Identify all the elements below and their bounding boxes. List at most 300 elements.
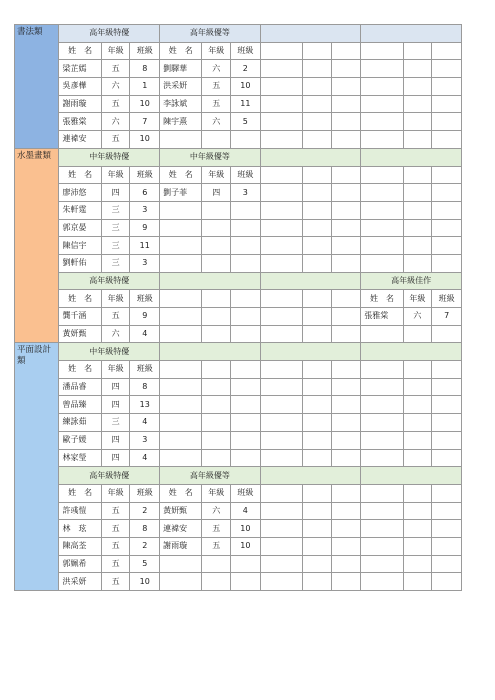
student-class: 4 [130,325,160,343]
group-title [260,148,361,166]
empty-cell [403,237,432,255]
student-grade: 三 [101,219,130,237]
empty-cell [303,290,332,308]
empty-cell [331,378,361,396]
student-grade: 五 [101,308,130,326]
student-class: 10 [231,537,261,555]
table-row [15,431,462,449]
student-name: 黃妍甄 [59,325,101,343]
empty-cell [361,237,403,255]
student-name: 郭姵希 [59,555,101,573]
student-grade: 六 [202,60,231,78]
empty-cell [303,254,332,272]
column-header-grade: 年級 [101,361,130,379]
group-title: 中年級優等 [160,148,261,166]
empty-cell [303,308,332,326]
empty-cell [432,484,462,502]
empty-cell [361,113,403,131]
group-title: 高年級特優 [59,25,160,43]
empty-cell [202,414,231,432]
student-class: 13 [130,396,160,414]
student-grade: 六 [403,308,432,326]
empty-cell [331,431,361,449]
column-header-name: 姓 名 [59,42,101,60]
empty-cell [331,325,361,343]
empty-cell [361,325,403,343]
empty-cell [331,308,361,326]
empty-cell [303,60,332,78]
column-header-grade: 年級 [101,166,130,184]
category-cell: 書法類 [15,25,59,149]
student-grade: 四 [101,184,130,202]
group-title: 中年級特優 [59,148,160,166]
column-header-row [15,361,462,379]
empty-cell [303,573,332,591]
empty-cell [403,201,432,219]
empty-cell [432,201,462,219]
empty-cell [361,520,403,538]
empty-cell [260,361,302,379]
empty-cell [202,254,231,272]
column-header-klass: 班級 [231,166,261,184]
column-header-klass: 班級 [130,484,160,502]
student-class: 10 [231,520,261,538]
category-cell: 平面設計類 [15,343,59,591]
student-class: 9 [130,219,160,237]
empty-cell [403,555,432,573]
empty-cell [403,95,432,113]
empty-cell [403,166,432,184]
empty-cell [202,431,231,449]
student-name: 劉子菲 [160,184,202,202]
empty-cell [432,166,462,184]
empty-cell [361,396,403,414]
empty-cell [403,60,432,78]
column-header-name: 姓 名 [361,290,403,308]
empty-cell [361,449,403,467]
empty-cell [260,484,302,502]
table-row [15,184,462,202]
column-header-klass: 班級 [231,42,261,60]
empty-cell [432,60,462,78]
empty-cell [361,95,403,113]
empty-cell [303,431,332,449]
student-class: 3 [130,201,160,219]
group-title [260,25,361,43]
student-grade: 四 [101,396,130,414]
empty-cell [260,396,302,414]
group-title [160,272,261,290]
column-header-name: 姓 名 [59,484,101,502]
column-header-grade: 年級 [202,484,231,502]
student-class: 4 [130,449,160,467]
empty-cell [331,237,361,255]
empty-cell [231,431,261,449]
empty-cell [202,449,231,467]
student-class: 10 [130,131,160,149]
empty-cell [403,378,432,396]
group-title [361,467,462,485]
empty-cell [361,555,403,573]
empty-cell [202,131,231,149]
empty-cell [432,502,462,520]
table-row [15,308,462,326]
column-header-klass: 班級 [432,290,462,308]
student-class: 5 [130,555,160,573]
student-grade: 五 [101,95,130,113]
empty-cell [403,431,432,449]
empty-cell [361,414,403,432]
student-name: 謝雨璇 [160,537,202,555]
student-class: 8 [130,378,160,396]
empty-cell [331,184,361,202]
empty-cell [202,573,231,591]
student-grade: 五 [101,537,130,555]
student-grade: 五 [202,78,231,96]
column-header-grade: 年級 [101,42,130,60]
group-title [260,272,361,290]
column-header-name: 姓 名 [160,484,202,502]
student-class: 1 [130,78,160,96]
column-header-grade: 年級 [101,290,130,308]
empty-cell [303,325,332,343]
empty-cell [331,290,361,308]
empty-cell [303,219,332,237]
empty-cell [260,290,302,308]
group-title [160,343,261,361]
empty-cell [303,95,332,113]
student-class: 2 [130,537,160,555]
empty-cell [361,78,403,96]
table-row [15,113,462,131]
empty-cell [303,378,332,396]
student-name: 陳高荃 [59,537,101,555]
empty-cell [331,95,361,113]
student-name: 潘品睿 [59,378,101,396]
empty-cell [160,290,202,308]
column-header-klass: 班級 [130,42,160,60]
empty-cell [303,449,332,467]
empty-cell [432,42,462,60]
empty-cell [260,60,302,78]
column-header-grade: 年級 [403,290,432,308]
empty-cell [160,131,202,149]
empty-cell [331,396,361,414]
table-row [15,95,462,113]
empty-cell [231,308,261,326]
empty-cell [432,378,462,396]
column-header-klass: 班級 [130,361,160,379]
empty-cell [432,449,462,467]
empty-cell [361,166,403,184]
empty-cell [303,555,332,573]
student-class: 3 [130,254,160,272]
column-header-klass: 班級 [130,290,160,308]
student-class: 7 [130,113,160,131]
empty-cell [260,537,302,555]
empty-cell [260,254,302,272]
empty-cell [361,184,403,202]
column-header-row [15,166,462,184]
student-name: 張雅棠 [361,308,403,326]
empty-cell [361,60,403,78]
empty-cell [202,237,231,255]
group-title: 中年級特優 [59,343,160,361]
group-header-row [15,25,462,43]
empty-cell [361,201,403,219]
empty-cell [432,95,462,113]
group-title [361,148,462,166]
table-row [15,520,462,538]
student-name: 謝雨璇 [59,95,101,113]
empty-cell [331,484,361,502]
table-row [15,573,462,591]
empty-cell [260,166,302,184]
empty-cell [331,573,361,591]
student-name: 許彧愷 [59,502,101,520]
group-header-row [15,467,462,485]
empty-cell [403,131,432,149]
column-header-name: 姓 名 [59,361,101,379]
empty-cell [403,254,432,272]
empty-cell [260,325,302,343]
group-title: 高年級特優 [59,272,160,290]
student-name: 李詠斌 [160,95,202,113]
student-grade: 五 [101,131,130,149]
empty-cell [160,201,202,219]
column-header-row [15,290,462,308]
empty-cell [160,308,202,326]
student-grade: 五 [202,520,231,538]
student-class: 11 [130,237,160,255]
student-name: 連褘安 [160,520,202,538]
empty-cell [403,484,432,502]
student-class: 2 [231,60,261,78]
empty-cell [331,219,361,237]
empty-cell [260,113,302,131]
column-header-grade: 年級 [101,484,130,502]
student-name: 張雅棠 [59,113,101,131]
empty-cell [231,254,261,272]
empty-cell [432,131,462,149]
student-name: 梁芷嫣 [59,60,101,78]
student-class: 11 [231,95,261,113]
empty-cell [260,237,302,255]
empty-cell [403,573,432,591]
student-name: 朱軒霆 [59,201,101,219]
empty-cell [231,414,261,432]
student-grade: 三 [101,414,130,432]
empty-cell [403,42,432,60]
empty-cell [160,237,202,255]
empty-cell [331,42,361,60]
student-grade: 六 [101,113,130,131]
table-row [15,201,462,219]
empty-cell [331,201,361,219]
student-name: 林 玹 [59,520,101,538]
empty-cell [202,361,231,379]
empty-cell [331,131,361,149]
student-grade: 六 [101,325,130,343]
empty-cell [202,396,231,414]
student-grade: 五 [101,555,130,573]
group-title: 高年級佳作 [361,272,462,290]
empty-cell [432,325,462,343]
empty-cell [260,378,302,396]
empty-cell [403,219,432,237]
empty-cell [160,555,202,573]
empty-cell [260,520,302,538]
student-grade: 六 [202,113,231,131]
empty-cell [260,95,302,113]
group-header-row [15,343,462,361]
student-grade: 三 [101,237,130,255]
empty-cell [403,449,432,467]
student-grade: 五 [202,95,231,113]
student-class: 2 [130,502,160,520]
student-grade: 四 [101,449,130,467]
empty-cell [403,113,432,131]
student-name: 連褘安 [59,131,101,149]
empty-cell [432,396,462,414]
group-header-row [15,272,462,290]
empty-cell [202,290,231,308]
column-header-name: 姓 名 [59,290,101,308]
empty-cell [303,361,332,379]
empty-cell [303,414,332,432]
table-row [15,60,462,78]
empty-cell [361,219,403,237]
column-header-row [15,42,462,60]
empty-cell [260,449,302,467]
empty-cell [432,254,462,272]
student-grade: 三 [101,254,130,272]
empty-cell [403,78,432,96]
empty-cell [160,414,202,432]
empty-cell [331,414,361,432]
student-class: 5 [231,113,261,131]
empty-cell [260,431,302,449]
student-grade: 五 [202,537,231,555]
empty-cell [260,131,302,149]
student-name: 洪采妍 [59,573,101,591]
empty-cell [331,520,361,538]
empty-cell [403,520,432,538]
empty-cell [361,42,403,60]
student-name: 劉驛華 [160,60,202,78]
empty-cell [432,237,462,255]
empty-cell [303,78,332,96]
table-row [15,449,462,467]
student-name: 吳彥樺 [59,78,101,96]
empty-cell [361,361,403,379]
empty-cell [331,502,361,520]
student-class: 7 [432,308,462,326]
group-title: 高年級優等 [160,467,261,485]
empty-cell [403,325,432,343]
empty-cell [260,502,302,520]
empty-cell [202,555,231,573]
student-class: 8 [130,60,160,78]
empty-cell [331,555,361,573]
empty-cell [432,113,462,131]
empty-cell [303,201,332,219]
student-class: 3 [231,184,261,202]
empty-cell [260,414,302,432]
student-name: 龔千涵 [59,308,101,326]
table-row [15,378,462,396]
student-grade: 五 [101,573,130,591]
column-header-name: 姓 名 [160,166,202,184]
group-title [260,343,361,361]
empty-cell [361,537,403,555]
empty-cell [361,573,403,591]
column-header-name: 姓 名 [160,42,202,60]
empty-cell [361,378,403,396]
empty-cell [432,184,462,202]
group-title: 高年級優等 [160,25,261,43]
empty-cell [231,378,261,396]
empty-cell [160,378,202,396]
empty-cell [331,60,361,78]
table-row [15,414,462,432]
column-header-grade: 年級 [202,166,231,184]
empty-cell [160,325,202,343]
empty-cell [202,201,231,219]
empty-cell [432,555,462,573]
empty-cell [303,537,332,555]
empty-cell [303,42,332,60]
empty-cell [260,201,302,219]
empty-cell [432,219,462,237]
empty-cell [403,361,432,379]
group-title [260,467,361,485]
empty-cell [303,237,332,255]
empty-cell [432,573,462,591]
empty-cell [160,396,202,414]
empty-cell [361,431,403,449]
empty-cell [202,219,231,237]
empty-cell [231,555,261,573]
empty-cell [303,113,332,131]
student-grade: 五 [101,520,130,538]
student-class: 9 [130,308,160,326]
empty-cell [160,449,202,467]
table-row [15,502,462,520]
student-class: 4 [130,414,160,432]
empty-cell [260,78,302,96]
award-table-body [15,25,462,591]
empty-cell [303,520,332,538]
empty-cell [231,325,261,343]
column-header-klass: 班級 [231,484,261,502]
empty-cell [432,537,462,555]
empty-cell [303,184,332,202]
group-title [361,343,462,361]
empty-cell [231,449,261,467]
student-class: 3 [130,431,160,449]
empty-cell [403,414,432,432]
column-header-grade: 年級 [202,42,231,60]
student-name: 洪采妍 [160,78,202,96]
empty-cell [231,131,261,149]
table-row [15,131,462,149]
empty-cell [361,131,403,149]
empty-cell [231,201,261,219]
column-header-klass: 班級 [130,166,160,184]
empty-cell [432,414,462,432]
empty-cell [160,431,202,449]
